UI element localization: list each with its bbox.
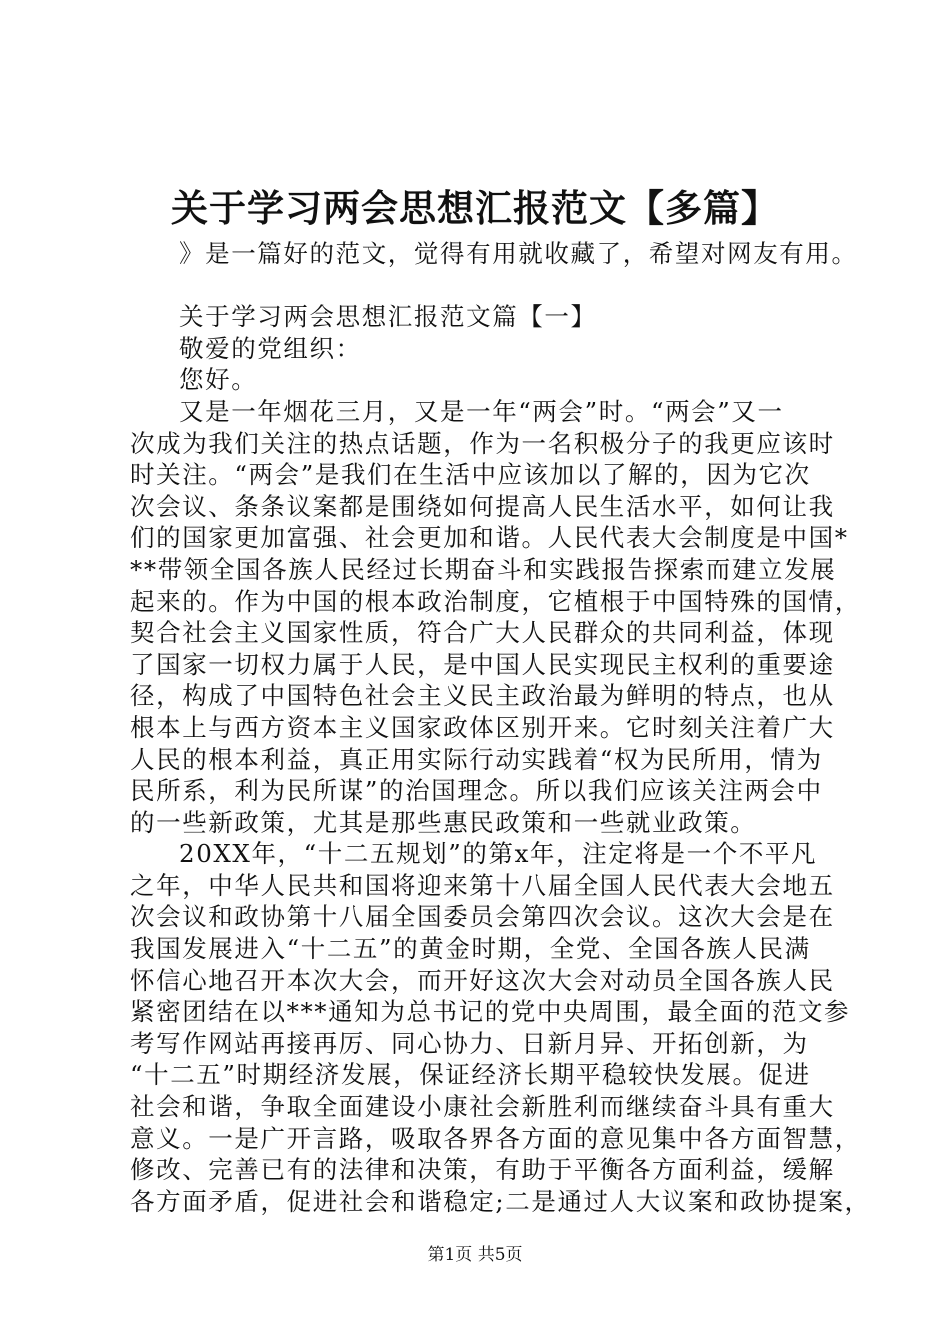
paragraph-1 xyxy=(130,396,861,838)
paragraph-line: “十二五”时期经济发展，保证经济长期平稳较快发展。促进 xyxy=(130,1060,811,1090)
paragraph-line: 20XX年，“十二五规划”的第x年，注定将是一个不平凡 xyxy=(179,839,818,869)
paragraph-line: 起来的。作为中国的根本政治制度，它植根于中国特殊的国情， xyxy=(130,586,861,616)
salutation: 敬爱的党组织： xyxy=(179,333,362,363)
document-title: 关于学习两会思想汇报范文【多篇】 xyxy=(171,186,779,230)
intro-line: 》是一篇好的范文，觉得有用就收藏了，希望对网友有用。 xyxy=(179,239,858,268)
paragraph-line: 修改、完善已有的法律和决策，有助于平衡各方面利益，缓解 xyxy=(130,1155,835,1185)
paragraph-line: 考写作网站再接再厉、同心协力、日新月异、开拓创新，为 xyxy=(130,1028,809,1058)
greeting: 您好。 xyxy=(179,365,258,395)
paragraph-line: 次会议、条条议案都是围绕如何提高人民生活水平，如何让我 xyxy=(130,491,835,521)
page-footer: 第1页 共5页 xyxy=(427,1245,523,1265)
paragraph-line: 时关注。“两会”是我们在生活中应该加以了解的，因为它次 xyxy=(130,460,811,490)
paragraph-line: 根本上与西方资本主义国家政体区别开来。它时刻关注着广大 xyxy=(130,712,835,742)
paragraph-line: 人民的根本利益，真正用实际行动实践着“权为民所用，情为 xyxy=(130,744,823,774)
paragraph-line: 意义。一是广开言路，吸取各界各方面的意见集中各方面智慧， xyxy=(130,1123,861,1153)
paragraph-line: 契合社会主义国家性质，符合广大人民群众的共同利益，体现 xyxy=(130,618,835,648)
paragraph-line: 们的国家更加富强、社会更加和谐。人民代表大会制度是中国* xyxy=(130,523,849,553)
paragraph-line: 社会和谐，争取全面建设小康社会新胜利而继续奋斗具有重大 xyxy=(130,1092,835,1122)
paragraph-line: **带领全国各族人民经过长期奋斗和实践报告探索而建立发展 xyxy=(130,554,837,584)
paragraph-line: 的一些新政策，尤其是那些惠民政策和一些就业政策。 xyxy=(130,807,757,837)
paragraph-line: 又是一年烟花三月，又是一年“两会”时。“两会”又一 xyxy=(179,396,784,426)
paragraph-line: 紧密团结在以***通知为总书记的党中央周围，最全面的范文参 xyxy=(130,997,851,1027)
paragraph-line: 我国发展进入“十二五”的黄金时期，全党、全国各族人民满 xyxy=(130,934,811,964)
section-title: 关于学习两会思想汇报范文篇【一】 xyxy=(179,302,597,332)
blank-line xyxy=(130,270,840,302)
paragraph-line: 民所系，利为民所谋”的治国理念。所以我们应该关注两会中 xyxy=(130,776,823,806)
paragraph-line: 次成为我们关注的热点话题，作为一名积极分子的我更应该时 xyxy=(130,428,835,458)
paragraph-line: 之年，中华人民共和国将迎来第十八届全国人民代表大会地五 xyxy=(130,870,835,900)
paragraph-line: 了国家一切权力属于人民，是中国人民实现民主权利的重要途 xyxy=(130,649,835,679)
paragraph-line: 次会议和政协第十八届全国委员会第四次会议。这次大会是在 xyxy=(130,902,835,932)
paragraph-line: 各方面矛盾，促进社会和谐稳定;二是通过人大议案和政协提案， xyxy=(130,1186,871,1216)
paragraph-line: 怀信心地召开本次大会，而开好这次大会对动员全国各族人民 xyxy=(130,965,835,995)
paragraph-2 xyxy=(130,838,871,1217)
document-body xyxy=(130,238,871,1217)
paragraph-line: 径，构成了中国特色社会主义民主政治最为鲜明的特点，也从 xyxy=(130,681,835,711)
